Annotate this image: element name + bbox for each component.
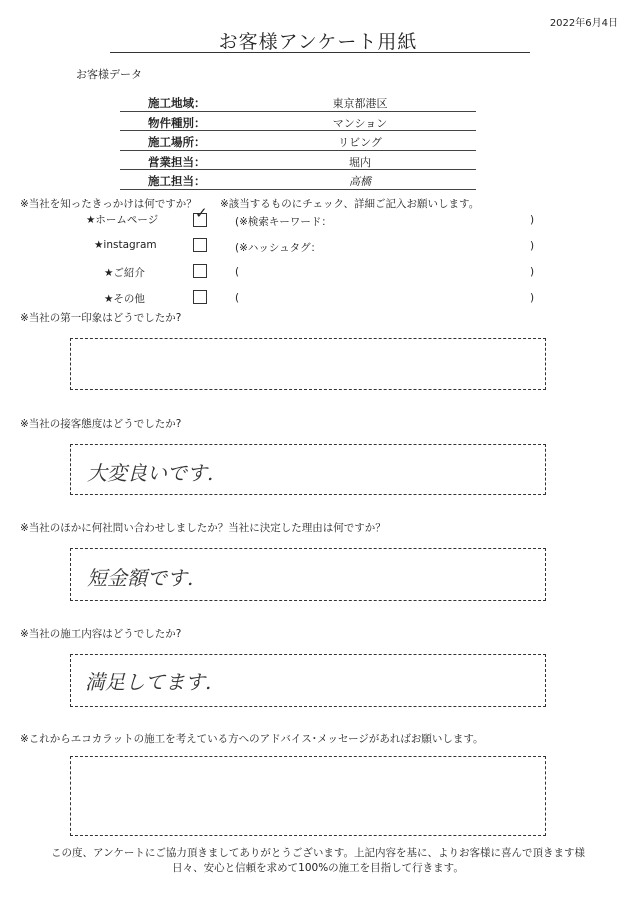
q5-answer-box[interactable] bbox=[70, 654, 546, 707]
info-label: 営業担当： bbox=[148, 154, 206, 169]
option-referral-label: ★ご紹介 bbox=[104, 267, 145, 279]
info-row-location bbox=[120, 131, 476, 151]
check-mark-icon: ✓ bbox=[195, 204, 208, 222]
option-other-checkbox[interactable] bbox=[193, 290, 207, 304]
info-row-sales-rep bbox=[120, 151, 476, 171]
option-instagram-detail: (※ハッシュタグ： bbox=[235, 242, 322, 254]
option-other-detail: ( bbox=[235, 292, 240, 304]
option-referral-detail: ( bbox=[235, 266, 240, 278]
option-instagram-close: ) bbox=[530, 240, 535, 252]
q3-answer-box[interactable] bbox=[70, 444, 546, 495]
info-value: マンション bbox=[332, 116, 388, 130]
option-other-label: ★その他 bbox=[104, 293, 145, 305]
q1-question: ※当社を知ったきっかけは何ですか？ bbox=[20, 198, 197, 210]
footer-line-1: この度、アンケートにご協力頂きましてありがとうございます。上記内容を基に、よりお客様に喜んで頂きます様 bbox=[50, 847, 586, 859]
info-value: 東京都港区 bbox=[332, 97, 388, 110]
option-other-close: ) bbox=[530, 292, 535, 304]
q6-question: ※これからエコカラットの施工を考えている方へのアドバイス･メッセージがあればお願いします。 bbox=[20, 733, 484, 745]
customer-data-table bbox=[120, 92, 476, 190]
option-instagram-checkbox[interactable] bbox=[193, 238, 207, 252]
q1-instruction: ※該当するものにチェック、詳細ご記入お願いします。 bbox=[220, 198, 480, 210]
title-underline bbox=[110, 52, 530, 53]
option-instagram-label: ★instagram bbox=[94, 239, 157, 251]
footer-line-2: 日々、安心と信頼を求めて100%の施工を目指して行きます。 bbox=[172, 862, 464, 874]
survey-date: 2022年6月4日 bbox=[549, 18, 618, 29]
info-value-handwritten: 高橋 bbox=[349, 175, 371, 189]
option-referral-close: ) bbox=[530, 266, 535, 278]
page-title: お客様アンケート用紙 bbox=[218, 31, 418, 53]
q6-answer-box[interactable] bbox=[70, 756, 546, 836]
info-label: 施工場所： bbox=[148, 135, 206, 150]
option-homepage-label: ★ホームページ bbox=[86, 214, 159, 226]
q2-question: ※当社の第一印象はどうでしたか? bbox=[20, 312, 182, 324]
option-referral-checkbox[interactable] bbox=[193, 264, 207, 278]
info-label: 施工地域： bbox=[148, 96, 206, 110]
info-value: リビング bbox=[338, 136, 382, 150]
option-homepage-detail: (※検索キーワード： bbox=[235, 216, 332, 228]
info-row-property-type bbox=[120, 112, 476, 132]
q4-question: ※当社のほかに何社問い合わせしましたか？当社に決定した理由は何ですか？ bbox=[20, 522, 386, 534]
q3-question: ※当社の接客態度はどうでしたか? bbox=[20, 418, 182, 430]
option-homepage-close: ) bbox=[530, 214, 535, 226]
q5-answer-text: 満足してます. bbox=[85, 670, 212, 694]
q2-answer-box[interactable] bbox=[70, 338, 546, 390]
info-row-installer bbox=[120, 170, 476, 190]
info-label: 物件種別： bbox=[148, 115, 206, 130]
q4-answer-box[interactable] bbox=[70, 548, 546, 601]
customer-data-heading: お客様データ bbox=[76, 68, 142, 81]
q5-question: ※当社の施工内容はどうでしたか? bbox=[20, 628, 182, 640]
info-label: 施工担当： bbox=[148, 174, 206, 189]
info-row-area bbox=[120, 92, 476, 112]
info-value: 堀内 bbox=[349, 155, 371, 169]
q4-answer-text: 短金額です. bbox=[87, 566, 194, 590]
q3-answer-text: 大変良いです. bbox=[87, 461, 214, 485]
